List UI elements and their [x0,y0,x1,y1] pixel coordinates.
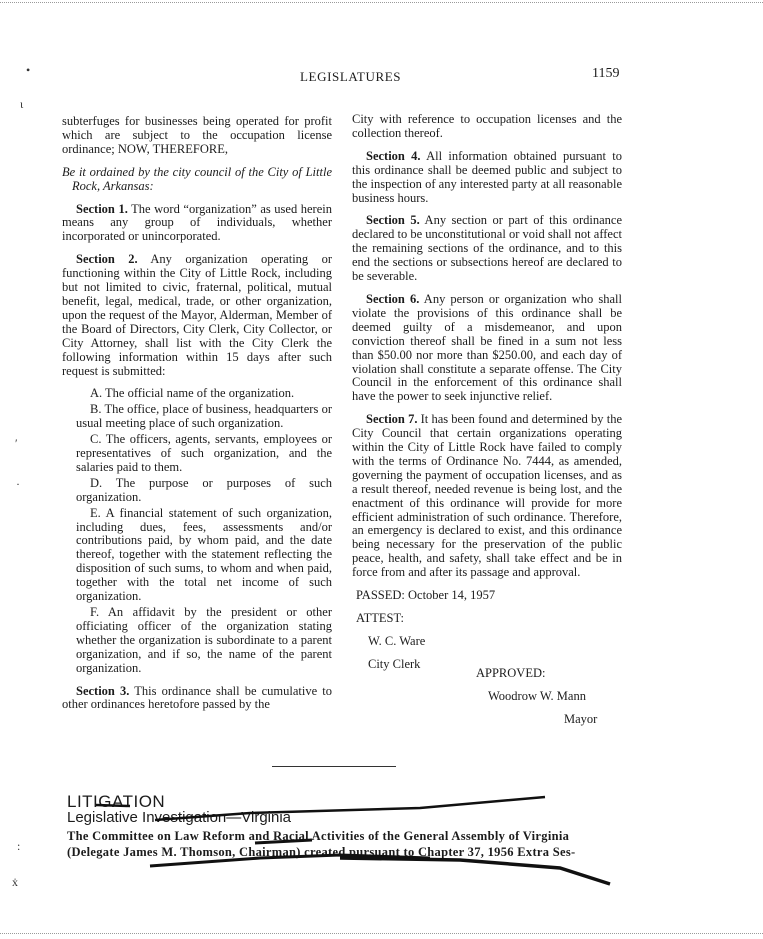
margin-speck: : [17,839,21,853]
continued-paragraph: City with reference to occupation licenses and the collection thereof. [352,112,622,140]
section-2-label: Section 2. [76,252,138,267]
running-title: LEGISLATURES [300,69,402,84]
list-item: E. A financial statement of such organization, including dues, fees, assessments and/or contributions paid, by whom paid, and the date thereof, together with the statement reflecting the disposition of such sums, to whom and when paid, together with the total net income of such organization. [76,505,332,604]
section-6-text: Any person or organization who shall violate the provisions of this ordinance shall be deemed guilty of a misdemeanor, and upon conviction thereof shall be fined in a sum not less than $50.00 nor more than $250.00, and each day of violation shall constitute a separate offense. The City Council in the enforcement of this ordinance shall have the power to seek injunctive relief. [352,291,622,404]
section-3-text: This ordinance shall be cumulative to other ordinances heretofore passed by the [62,683,332,712]
section-1-text: The word “organization” as used herein means any group of individuals, whether incorporated or unincorporated. [62,201,332,244]
section-7-text: It has been found and determined by the City Council that certain organizations operating within the City of Little Rock have failed to comply with the terms of Ordinance No. 7444, as amended, governing the payment of occupation licenses, and as a result thereof, needed revenue is being lost, and the enactment of this ordinance will provide for more efficient administration of such ordinance. Therefore, an emergency is declared to exist, and this ordinance being necessary for the preservation of the public peace, health, and safety, shall take effect and be in force from and after its passage and approval. [352,412,622,580]
approved-label: APPROVED: [476,665,546,680]
approved-name: Woodrow W. Mann [488,688,586,703]
pen-strike-mark [340,858,610,884]
ordaining-clause: Be it ordained by the city council of the City of Little Rock, Arkansas: [62,164,332,193]
litigation-subheading: Legislative Investigation—Virginia [67,809,292,826]
list-item: B. The office, place of business, headquarters or usual meeting place of such organization. [76,402,332,431]
margin-speck: ′ [15,436,18,450]
section-4-text: All information obtained pursuant to this ordinance shall be deemed public and subject to the inspection of any interested party at all reasonable business hours. [352,148,622,205]
margin-speck: · [16,477,20,491]
approved-title: Mayor [564,711,598,726]
section-4-label: Section 4. [366,148,421,163]
list-item: D. The purpose or purposes of such organization. [76,475,332,504]
list-item: A. The official name of the organization. [90,386,295,401]
section-3-label: Section 3. [76,683,130,698]
section-5-text: Any section or part of this ordinance declared to be unconstitutional or void shall not affect the remaining sections of the ordinance, and to this end the sections or subsections hereof are declared to be severable. [352,213,622,284]
pen-strike-mark [255,840,312,843]
pen-strike-mark [96,805,130,806]
section-6-label: Section 6. [366,291,420,306]
pen-strike-mark [155,797,545,820]
section-5-label: Section 5. [366,213,420,228]
passed-date: PASSED: October 14, 1957 [356,588,496,603]
litigation-line-1: The Committee on Law Reform and Racial Activities of the General Assembly of Virginia [67,829,570,843]
list-item: F. An affidavit by the president or other officiating officer of the organization stating whether the organization is subordinate to a parent organization, and if so, the name of the parent organization. [76,605,332,675]
litigation-line-2: (Delegate James M. Thomson, Chairman) created pursuant to Chapter 37, 1956 Extra Ses- [67,845,576,859]
section-7-label: Section 7. [366,412,418,427]
intro-paragraph: subterfuges for businesses being operated for profit which are subject to the occupation license ordinance; NOW, THEREFORE, [62,114,332,156]
attest-name: W. C. Ware [368,633,426,648]
attest-label: ATTEST: [356,611,404,625]
list-item: C. The officers, agents, servants, employees or representatives of such organization, and the salaries paid to them. [76,432,332,474]
margin-speck: ẋ [12,875,18,889]
section-1-label: Section 1. [76,201,128,216]
attest-title: City Clerk [368,656,421,671]
margin-speck: ι [20,97,24,111]
section-2-text: Any organization operating or functioning within the City of Little Rock, including but not limited to civic, fraternal, political, mutual benefit, legal, medical, trade, or other organization, upon the request of the Mayor, Alderman, Member of the Board of Directors, City Clerk, City Collector, or City Attorney, shall list with the City Clerk the following information within 15 days after such request is submitted: [62,252,332,378]
page-number: 1159 [592,66,620,81]
litigation-heading: LITIGATION [67,792,166,811]
margin-speck: • [26,63,31,77]
